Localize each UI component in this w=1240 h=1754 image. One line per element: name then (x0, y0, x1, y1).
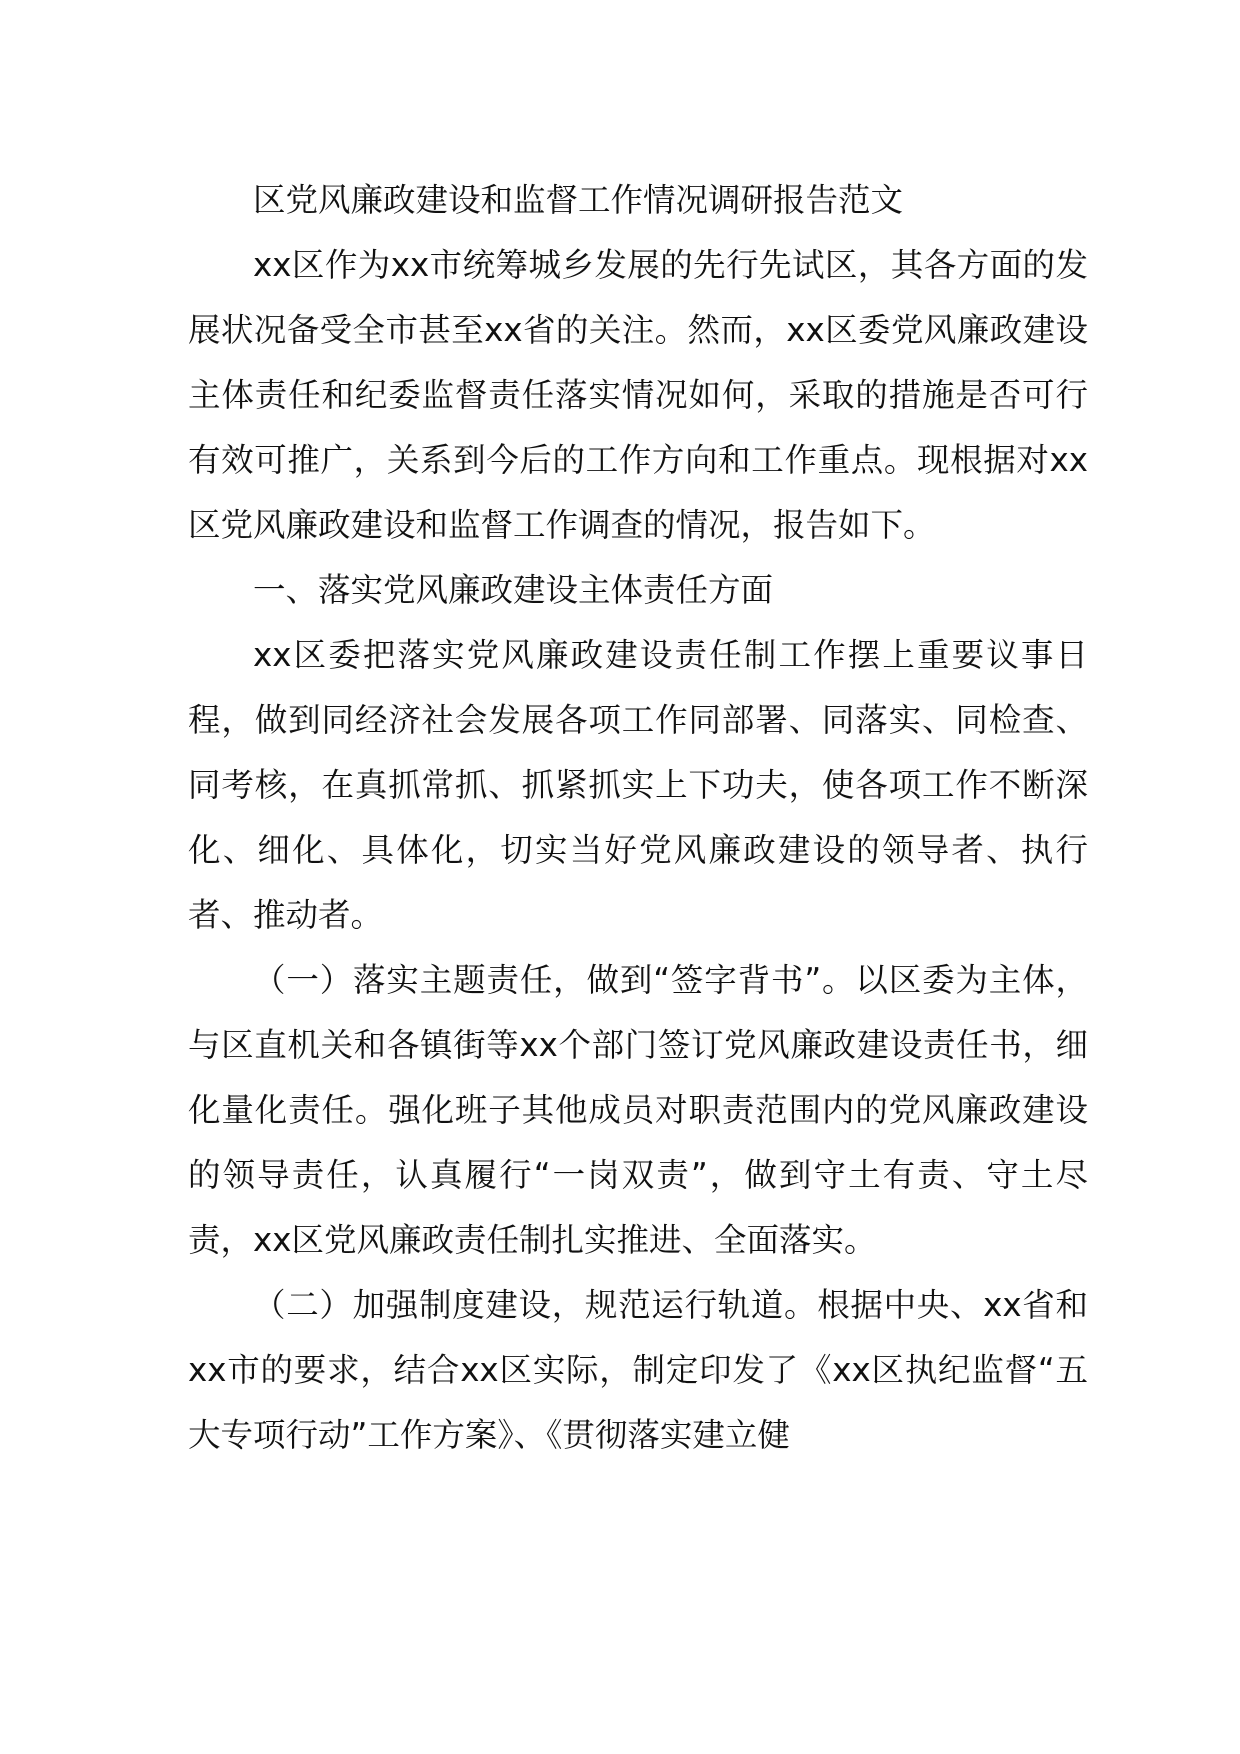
document-body (188, 168, 1088, 1468)
paragraph-subsection-1: （一）落实主题责任，做到“签字背书”。以区委为主体，与区直机关和各镇街等xx个部门签订党风廉政建设责任书，细化量化责任。强化班子其他成员对职责范围内的党风廉政建设的领导责任，认真履行“一岗双责”，做到守土有责、守土尽责，xx区党风廉政责任制扎实推进、全面落实。 (188, 961, 1088, 1259)
document-title: 区党风廉政建设和监督工作情况调研报告范文 (253, 181, 904, 219)
paragraph-intro: xx区作为xx市统筹城乡发展的先行先试区，其各方面的发展状况备受全市甚至xx省的关注。然而，xx区委党风廉政建设主体责任和纪委监督责任落实情况如何，采取的措施是否可行有效可推广，关系到今后的工作方向和工作重点。现根据对xx区党风廉政建设和监督工作调查的情况，报告如下。 (188, 246, 1088, 544)
paragraph-section-1: xx区委把落实党风廉政建设责任制工作摆上重要议事日程，做到同经济社会发展各项工作同部署、同落实、同检查、同考核，在真抓常抓、抓紧抓实上下功夫，使各项工作不断深化、细化、具体化，切实当好党风廉政建设的领导者、执行者、推动者。 (188, 636, 1088, 934)
section-heading-1: 一、落实党风廉政建设主体责任方面 (253, 571, 774, 609)
paragraph-subsection-2: （二）加强制度建设，规范运行轨道。根据中央、xx省和xx市的要求，结合xx区实际，制定印发了《xx区执纪监督“五大专项行动”工作方案》、《贯彻落实建立健 (188, 1286, 1088, 1454)
